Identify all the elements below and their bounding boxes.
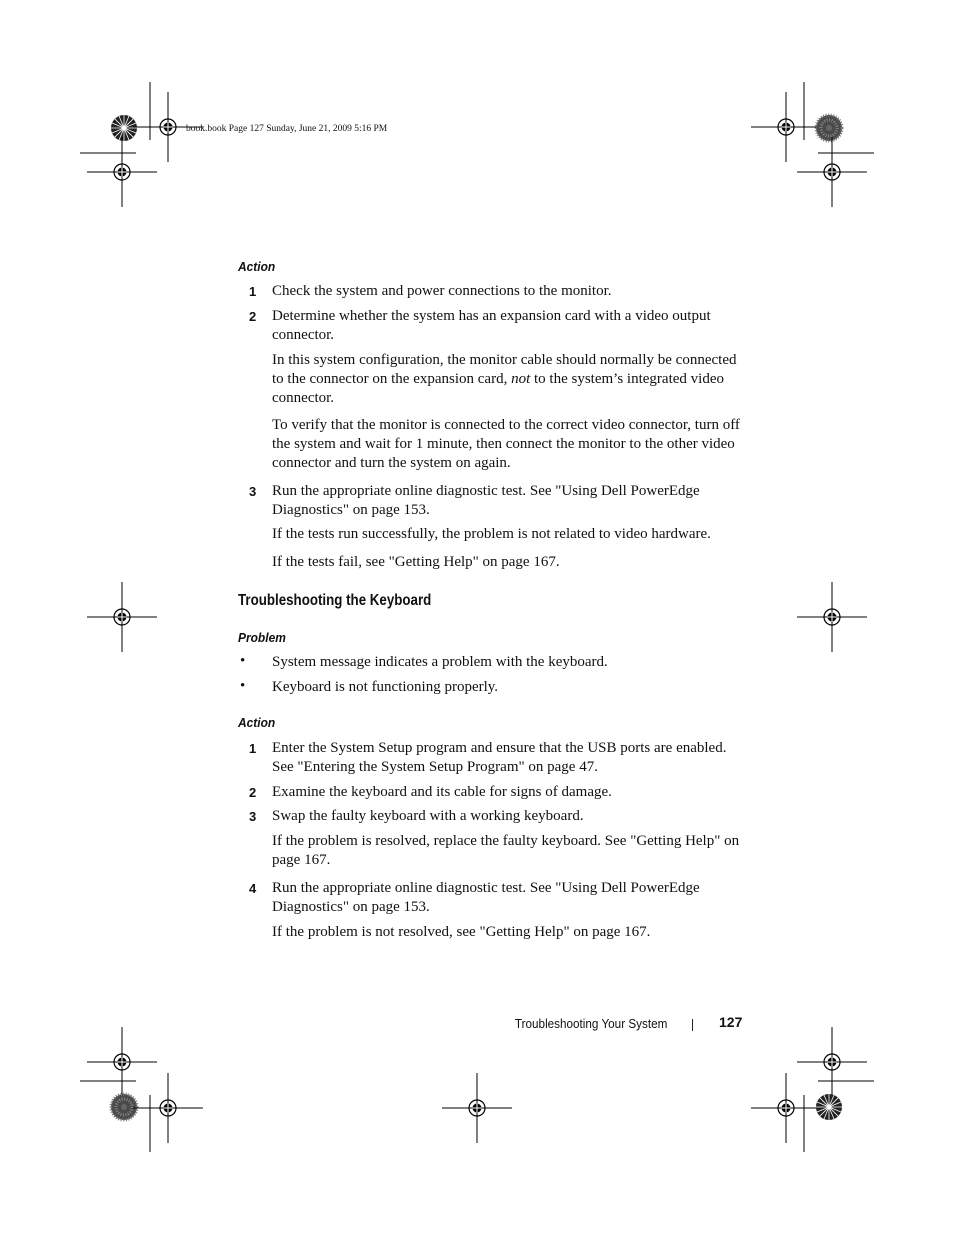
step-number: 2 bbox=[249, 309, 257, 324]
problem-subhead: Problem bbox=[238, 630, 286, 645]
footer-divider bbox=[692, 1019, 693, 1031]
step-number: 1 bbox=[249, 741, 257, 756]
step-note: If the tests fail, see "Getting Help" on page 167. bbox=[272, 554, 560, 570]
step-note: If the problem is not resolved, see "Getting Help" on page 167. bbox=[272, 924, 651, 940]
page-number: 127 bbox=[719, 1014, 743, 1030]
footer-chapter-title: Troubleshooting Your System bbox=[514, 1016, 667, 1031]
step-note: If the problem is resolved, replace the faulty keyboard. See "Getting Help" on page 167. bbox=[272, 833, 740, 868]
step-number: 2 bbox=[249, 785, 257, 800]
step-text: Run the appropriate online diagnostic test. See "Using Dell PowerEdge Diagnostics" on page 153. bbox=[272, 483, 700, 518]
emphasis-text: not bbox=[511, 371, 531, 387]
step-number: 4 bbox=[249, 881, 257, 896]
step-note: In this system configuration, the monitor cable should normally be connected to the connector on the expansion card, not to the system’s integrated video connector. bbox=[272, 352, 737, 406]
step-text: Examine the keyboard and its cable for signs of damage. bbox=[272, 784, 612, 800]
step-note: To verify that the monitor is connected to the correct video connector, turn off the system and wait for 1 minute, then connect the monitor to the other video connector and turn the system on again. bbox=[272, 417, 740, 471]
action-subhead: Action bbox=[238, 715, 276, 730]
action-subhead: Action bbox=[238, 259, 276, 274]
step-number: 3 bbox=[249, 809, 257, 824]
problem-text: System message indicates a problem with the keyboard. bbox=[272, 654, 608, 670]
step-note: If the tests run successfully, the problem is not related to video hardware. bbox=[272, 526, 711, 542]
print-header-info: book.book Page 127 Sunday, June 21, 2009 5:16 PM bbox=[186, 124, 388, 134]
step-text: Swap the faulty keyboard with a working keyboard. bbox=[272, 808, 584, 824]
problem-text: Keyboard is not functioning properly. bbox=[272, 679, 499, 695]
step-number: 3 bbox=[249, 484, 257, 499]
step-text: Determine whether the system has an expansion card with a video output connector. bbox=[272, 308, 711, 343]
step-text: Run the appropriate online diagnostic test. See "Using Dell PowerEdge Diagnostics" on page 153. bbox=[272, 880, 700, 915]
section-heading: Troubleshooting the Keyboard bbox=[238, 592, 432, 609]
bullet-icon: • bbox=[240, 678, 246, 694]
step-text: Enter the System Setup program and ensure that the USB ports are enabled. See "Entering the System Setup Program" on page 47. bbox=[272, 740, 727, 775]
step-number: 1 bbox=[249, 284, 257, 299]
step-text: Check the system and power connections to the monitor. bbox=[272, 283, 612, 299]
bullet-icon: • bbox=[240, 653, 246, 669]
